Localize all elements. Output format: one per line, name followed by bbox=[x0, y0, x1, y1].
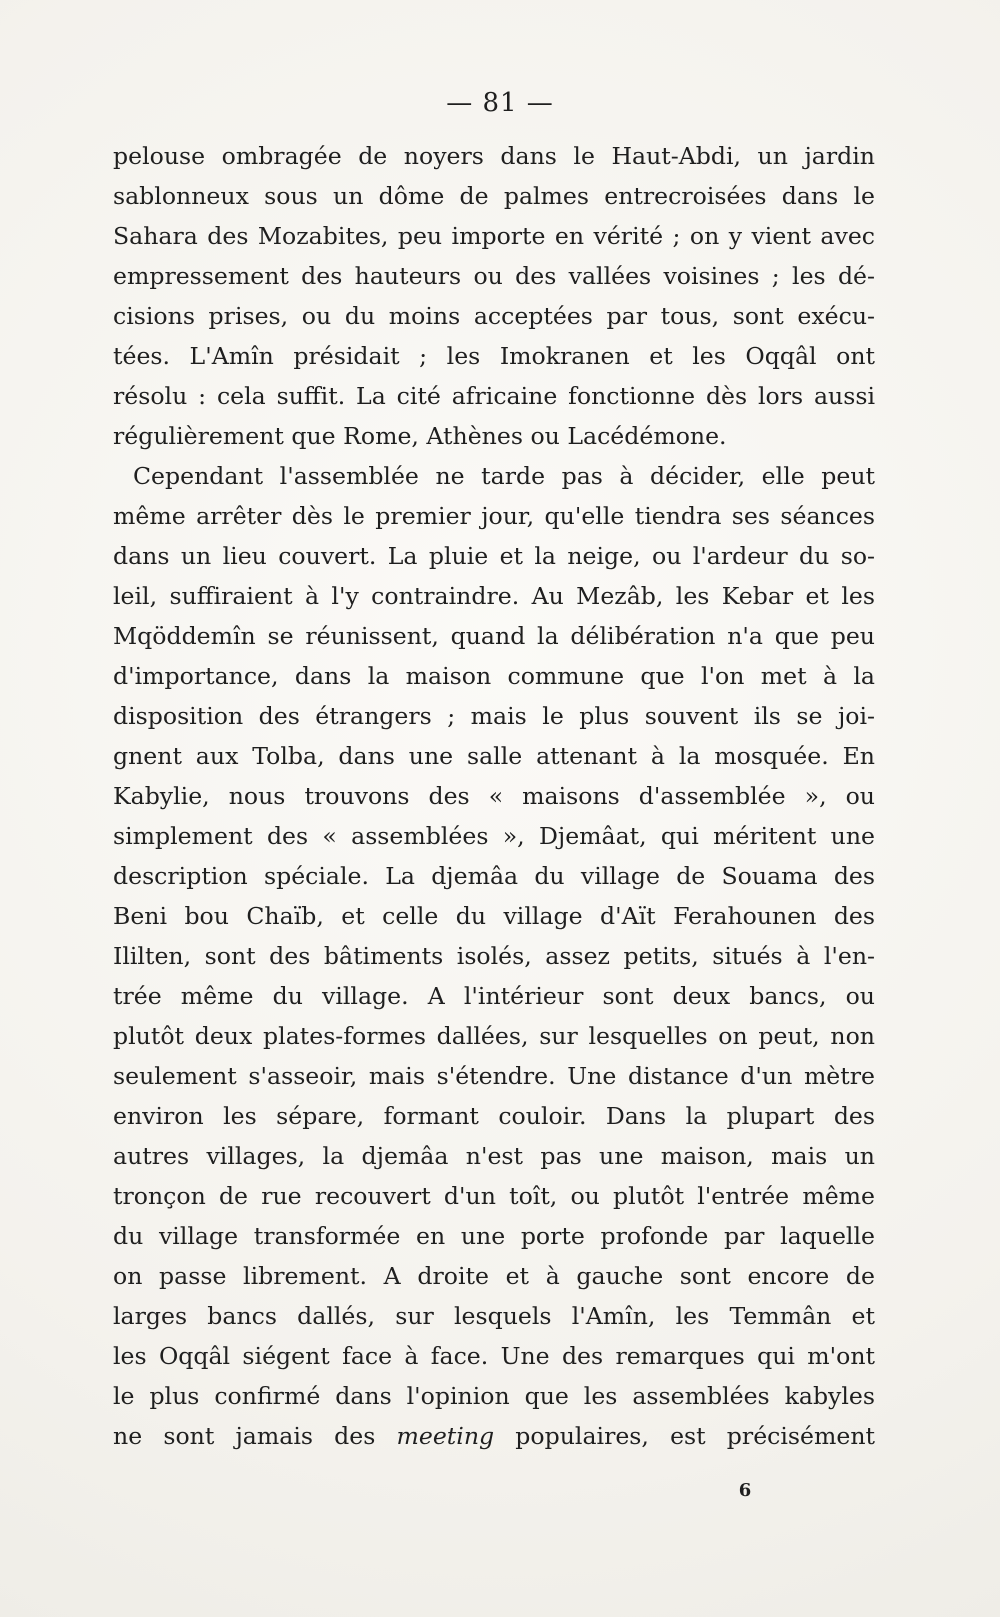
text-line: tronçon de rue recouvert d'un toît, ou plutôt l'entrée même bbox=[113, 1182, 875, 1210]
text-line: on passe librement. A droite et à gauche sont encore de bbox=[113, 1262, 875, 1290]
text-line: même arrêter dès le premier jour, qu'elle tiendra ses séances bbox=[113, 502, 875, 530]
text-line: environ les sépare, formant couloir. Dans la plupart des bbox=[113, 1102, 875, 1130]
text-line: dans un lieu couvert. La pluie et la neige, ou l'ardeur du so- bbox=[113, 542, 875, 570]
page-number: — 81 — bbox=[446, 88, 554, 118]
text-line: cisions prises, ou du moins acceptées par tous, sont exécu- bbox=[113, 302, 875, 330]
text-line: tées. L'Amîn présidait ; les Imokranen et les Oqqâl ont bbox=[113, 342, 875, 370]
text-line: gnent aux Tolba, dans une salle attenant à la mosquée. En bbox=[113, 742, 875, 770]
text-line: plutôt deux plates-formes dallées, sur lesquelles on peut, non bbox=[113, 1022, 875, 1050]
text-segment: populaires, est précisément bbox=[494, 1422, 875, 1450]
text-line: résolu : cela suffit. La cité africaine fonctionne dès lors aussi bbox=[113, 382, 875, 410]
text-line: seulement s'asseoir, mais s'étendre. Une distance d'un mètre bbox=[113, 1062, 875, 1090]
text-segment: ne sont jamais des bbox=[113, 1422, 397, 1450]
text-line: simplement des « assemblées », Djemâat, qui méritent une bbox=[113, 822, 875, 850]
text-line: régulièrement que Rome, Athènes ou Lacédémone. bbox=[113, 422, 727, 450]
text-line: le plus confirmé dans l'opinion que les assemblées kabyles bbox=[113, 1382, 875, 1410]
text-line: leil, suffiraient à l'y contraindre. Au Mezâb, les Kebar et les bbox=[113, 582, 875, 610]
text-line: autres villages, la djemâa n'est pas une maison, mais un bbox=[113, 1142, 875, 1170]
text-line: Beni bou Chaïb, et celle du village d'Aït Ferahounen des bbox=[113, 902, 875, 930]
text-line: Cependant l'assemblée ne tarde pas à décider, elle peut bbox=[133, 462, 875, 490]
text-line: Mqöddemîn se réunissent, quand la délibération n'a que peu bbox=[113, 622, 875, 650]
text-line: d'importance, dans la maison commune que l'on met à la bbox=[113, 662, 875, 690]
text-line: description spéciale. La djemâa du village de Souama des bbox=[113, 862, 875, 890]
text-line: trée même du village. A l'intérieur sont deux bancs, ou bbox=[113, 982, 875, 1010]
text-line: empressement des hauteurs ou des vallées voisines ; les dé- bbox=[113, 262, 875, 290]
text-line: disposition des étrangers ; mais le plus souvent ils se joi- bbox=[113, 702, 875, 730]
signature-mark: 6 bbox=[738, 1480, 752, 1501]
text-line: pelouse ombragée de noyers dans le Haut-Abdi, un jardin bbox=[113, 142, 875, 170]
text-line: sablonneux sous un dôme de palmes entrecroisées dans le bbox=[113, 182, 875, 210]
text-line: Ililten, sont des bâtiments isolés, assez petits, situés à l'en- bbox=[113, 942, 875, 970]
text-line: les Oqqâl siégent face à face. Une des remarques qui m'ont bbox=[113, 1342, 875, 1370]
text-line: du village transformée en une porte profonde par laquelle bbox=[113, 1222, 875, 1250]
body-text bbox=[113, 136, 875, 1456]
text-line: Kabylie, nous trouvons des « maisons d'assemblée », ou bbox=[113, 782, 875, 810]
italic-term: meeting bbox=[396, 1422, 495, 1450]
text-line: larges bancs dallés, sur lesquels l'Amîn, les Temmân et bbox=[113, 1302, 875, 1330]
text-line: Sahara des Mozabites, peu importe en vérité ; on y vient avec bbox=[113, 222, 875, 250]
text-line-last bbox=[113, 1416, 875, 1456]
